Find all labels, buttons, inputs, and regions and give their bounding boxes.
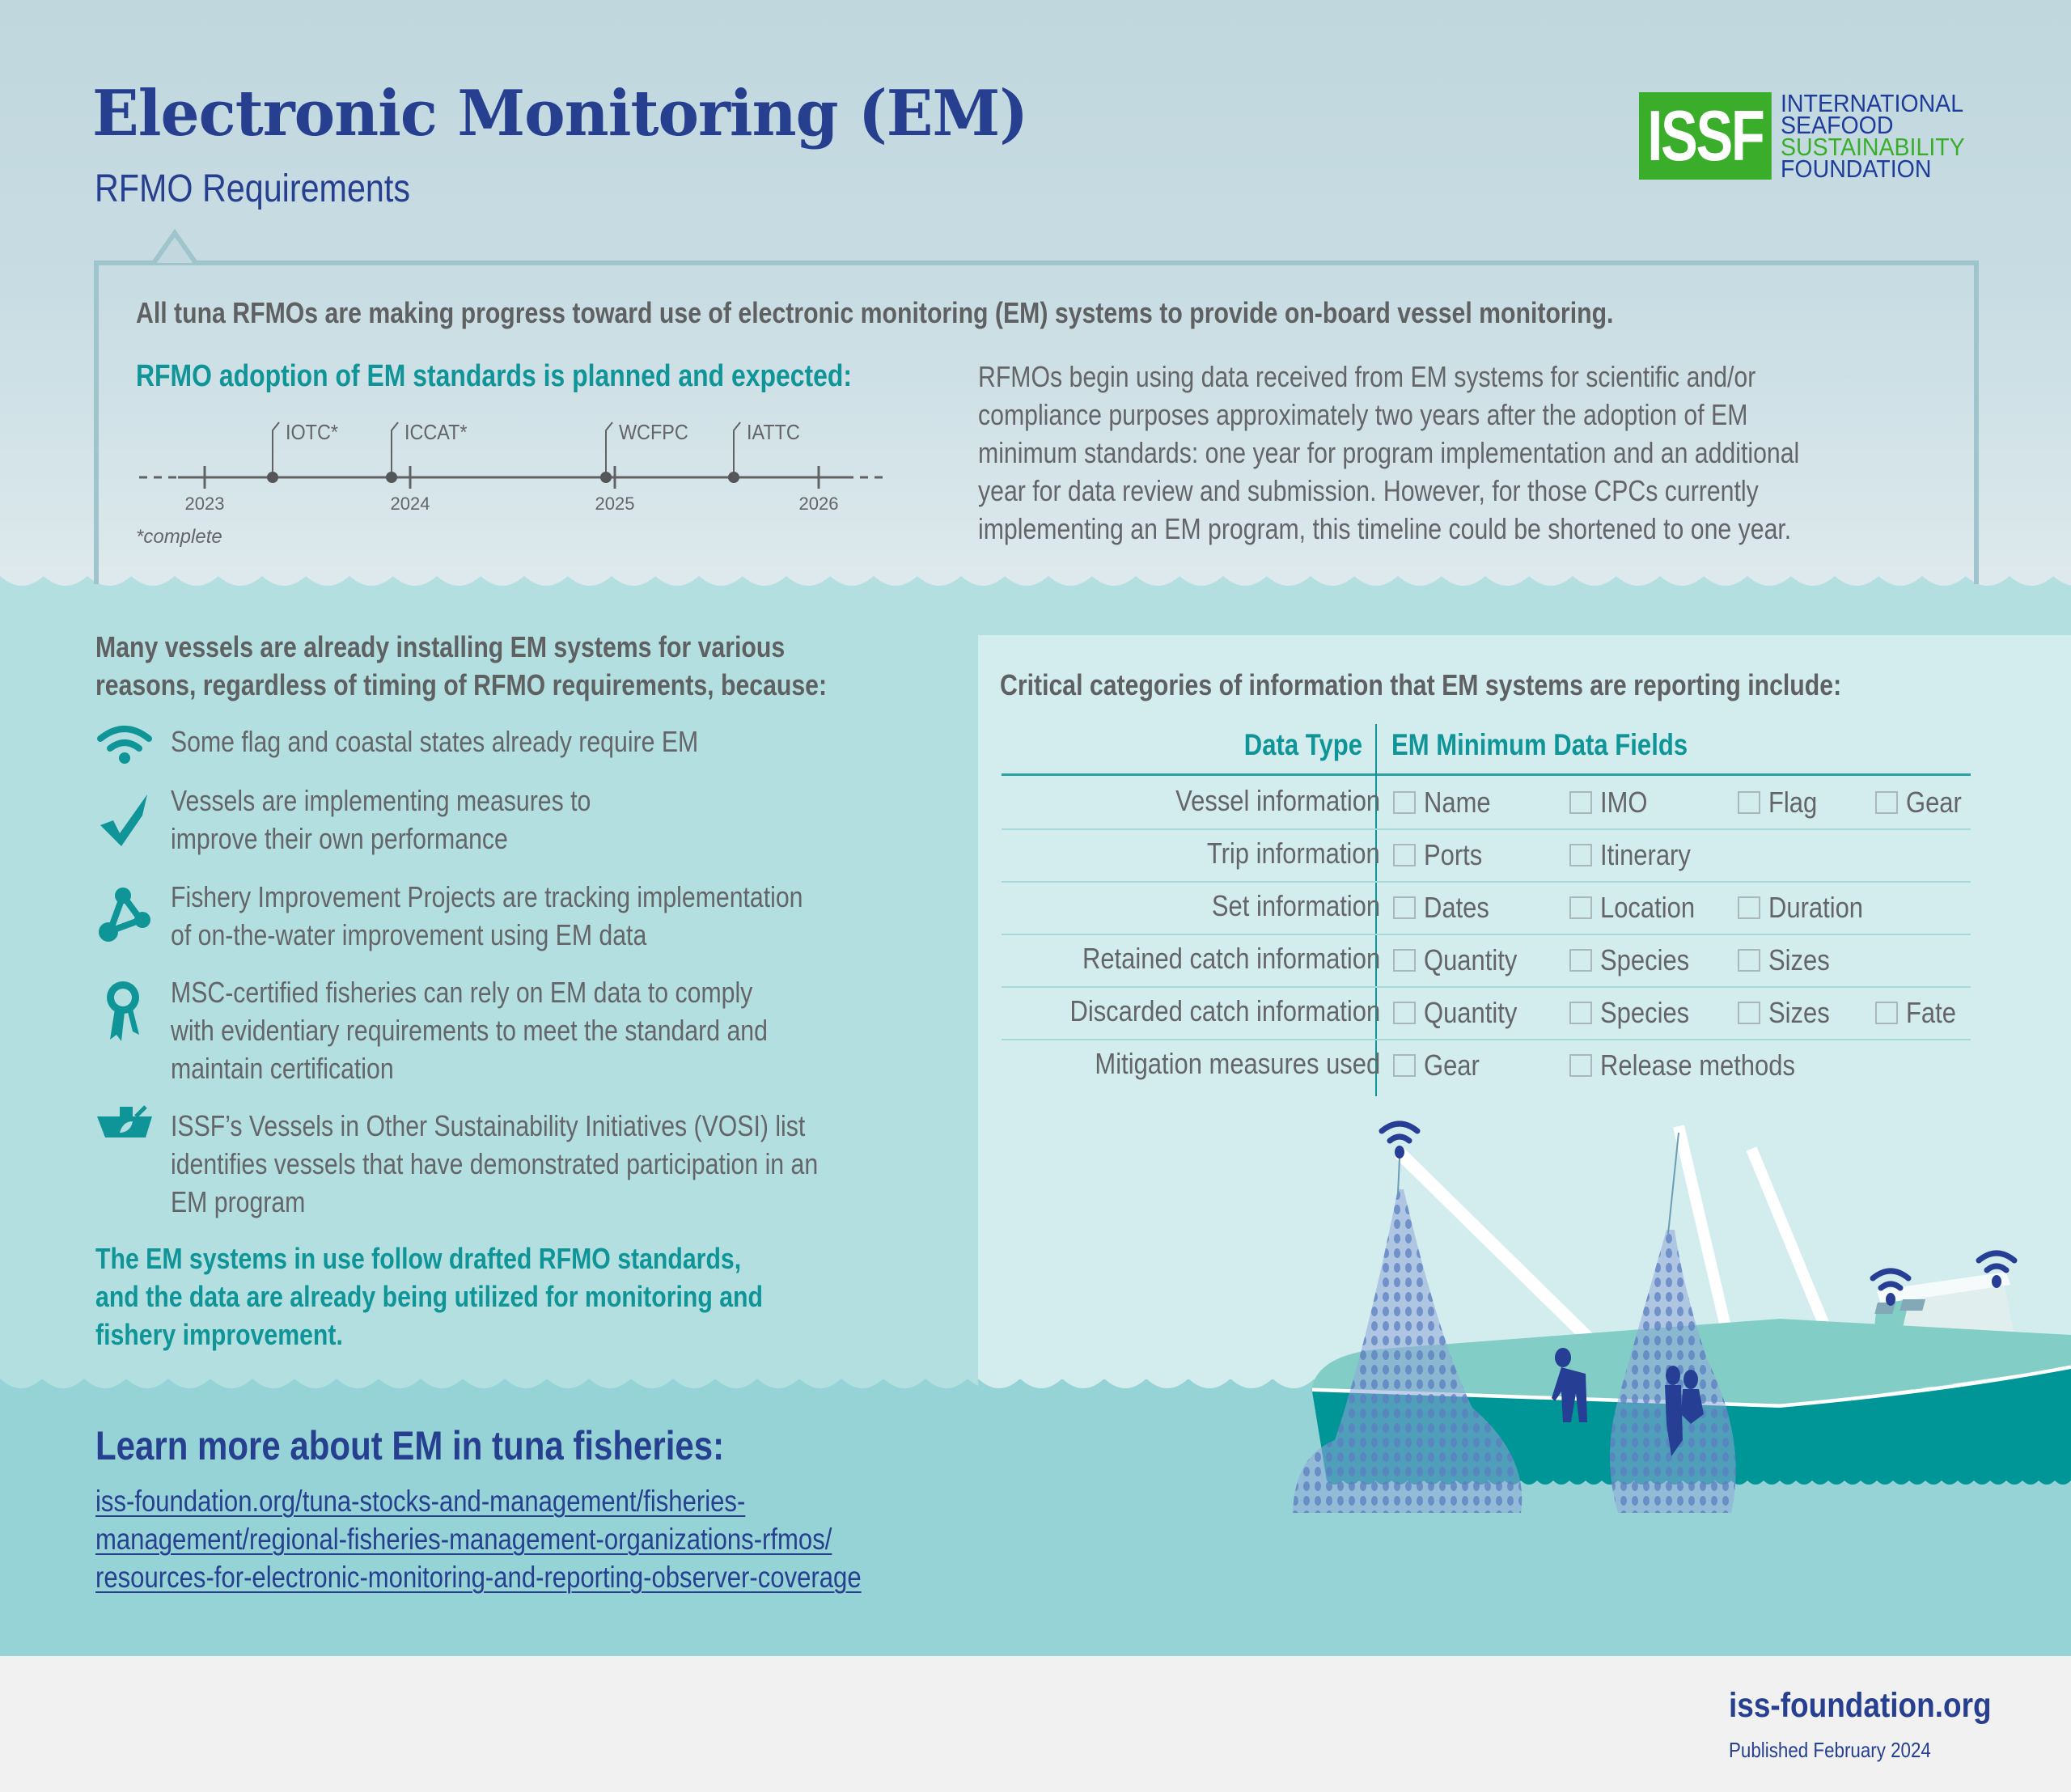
checkbox-field[interactable]: Name (1393, 786, 1501, 820)
reasons-heading-line: reasons, regardless of timing of RFMO requirements, because: (95, 668, 828, 701)
footer-website-link[interactable]: iss-foundation.org (1729, 1686, 1992, 1725)
reason-item-msc-certified (95, 973, 953, 1088)
network-nodes-icon (95, 886, 154, 943)
logo-line-4: FOUNDATION (1781, 155, 1932, 183)
timeline-event-wcfpc: WCFPC (619, 421, 688, 445)
paragraph-line: implementing an EM program, this timeline could be shortened to one year. (978, 512, 1792, 545)
reason-text: of on-the-water improvement using EM data (171, 918, 647, 951)
logo-line-1: INTERNATIONAL (1781, 89, 1964, 117)
timeline-footnote: *complete (136, 526, 222, 548)
checkbox[interactable] (1393, 844, 1416, 866)
logo-mark: ISSF (1639, 92, 1772, 180)
rfmo-adoption-timeline (129, 405, 906, 566)
checkbox-field[interactable]: Species (1569, 996, 1704, 1030)
checkbox[interactable] (1738, 791, 1760, 814)
reason-text: Fishery Improvement Projects are tracking implementation (171, 880, 803, 913)
checkbox[interactable] (1569, 949, 1592, 972)
table-row-set (1002, 881, 1971, 935)
column-header-data-type: Data Type (1243, 728, 1362, 761)
checkbox[interactable] (1393, 791, 1416, 814)
paragraph-line: RFMOs begin using data received from EM systems for scientific and/or (978, 360, 1756, 393)
svg-text:2025: 2025 (595, 494, 635, 514)
reasons-heading (95, 628, 966, 704)
callout-notch (144, 228, 209, 267)
checkbox-field[interactable]: Flag (1738, 786, 1825, 820)
checkbox[interactable] (1569, 1054, 1592, 1077)
reasons-heading-line: Many vessels are already installing EM systems for various (95, 630, 786, 663)
checkbox-field[interactable]: Fate (1875, 996, 1964, 1030)
checkbox[interactable] (1393, 1054, 1416, 1077)
svg-text:2026: 2026 (798, 494, 839, 514)
table-row-discarded-catch (1002, 986, 1971, 1040)
checkbox-field[interactable]: Sizes (1738, 996, 1840, 1030)
timeline-event-iattc: IATTC (747, 421, 800, 445)
link-line[interactable]: management/regional-fisheries-management-organizations-rfmos/ (95, 1523, 832, 1556)
checkbox-field[interactable]: Gear (1875, 786, 1971, 820)
checkbox[interactable] (1738, 1002, 1760, 1024)
checkbox[interactable] (1393, 949, 1416, 972)
reason-text: Some flag and coastal states already require EM (171, 725, 699, 758)
reason-text: identifies vessels that have demonstrated participation in an (171, 1147, 819, 1180)
paragraph-line: year for data review and submission. However, for those CPCs currently (978, 474, 1759, 507)
logo-line-2: SEAFOOD (1781, 111, 1894, 139)
table-row-vessel (1002, 776, 1971, 830)
checkbox[interactable] (1569, 896, 1592, 919)
checkbox[interactable] (1393, 896, 1416, 919)
checkbox[interactable] (1875, 1002, 1898, 1024)
checkbox[interactable] (1569, 844, 1592, 866)
intro-statement: All tuna RFMOs are making progress toward use of electronic monitoring (EM) systems to provide on-board vessel monitoring. (136, 296, 1614, 329)
rfmo-data-use-paragraph (978, 358, 2030, 548)
column-header-min-fields: EM Minimum Data Fields (1391, 728, 1688, 761)
timeline-heading: RFMO adoption of EM standards is planned and expected: (136, 359, 852, 393)
table-row-trip (1002, 828, 1971, 883)
table-row-retained-catch (1002, 934, 1971, 988)
checkbox-field[interactable]: Ports (1393, 838, 1492, 872)
link-line[interactable]: iss-foundation.org/tuna-stocks-and-management/fisheries- (95, 1485, 746, 1518)
checkbox[interactable] (1569, 791, 1592, 814)
closing-line: The EM systems in use follow drafted RFMO standards, (95, 1242, 742, 1275)
checkbox-field[interactable]: Location (1569, 891, 1710, 925)
data-table-heading: Critical categories of information that EM systems are reporting include: (1000, 668, 1842, 701)
checkbox-field[interactable]: Release methods (1569, 1049, 1827, 1082)
reason-item-vessel-performance (95, 782, 953, 859)
row-label: Discarded catch information (1069, 994, 1380, 1027)
reason-text: with evidentiary requirements to meet the standard and (171, 1014, 768, 1047)
issf-logo[interactable] (1639, 89, 1979, 183)
checkbox-field[interactable]: Duration (1738, 891, 1878, 925)
checkbox[interactable] (1393, 1002, 1416, 1024)
svg-text:2023: 2023 (184, 494, 225, 514)
reason-text: EM program (171, 1185, 306, 1218)
learn-more-heading: Learn more about EM in tuna fisheries: (95, 1423, 725, 1468)
logo-line-3: SUSTAINABILITY (1781, 133, 1965, 161)
closing-line: fishery improvement. (95, 1318, 343, 1351)
timeline-event-iotc: IOTC* (286, 421, 338, 445)
row-label: Vessel information (1175, 784, 1380, 817)
checkbox[interactable] (1738, 949, 1760, 972)
checkbox[interactable] (1569, 1002, 1592, 1024)
eco-ship-icon (95, 1104, 154, 1144)
checkbox-field[interactable]: Itinerary (1569, 838, 1705, 872)
closing-line: and the data are already being utilized for monitoring and (95, 1280, 763, 1313)
fishing-vessel-illustration (1278, 1100, 2071, 1521)
link-line[interactable]: resources-for-electronic-monitoring-and-reporting-observer-coverage (95, 1561, 862, 1594)
published-date: Published February 2024 (1729, 1738, 1931, 1762)
row-label: Trip information (1207, 837, 1380, 870)
page-title: Electronic Monitoring (EM) (92, 77, 1028, 150)
checkmark-icon (95, 791, 154, 848)
reason-text: MSC-certified fisheries can rely on EM data to comply (171, 976, 753, 1009)
reason-text: maintain certification (171, 1052, 394, 1085)
resources-link[interactable] (95, 1482, 1007, 1596)
checkbox[interactable] (1738, 896, 1760, 919)
award-ribbon-icon (95, 978, 154, 1043)
reason-item-flag-states (95, 722, 953, 763)
row-label: Retained catch information (1082, 942, 1380, 975)
checkbox-field[interactable]: Quantity (1393, 943, 1532, 977)
table-row-mitigation (1002, 1039, 1971, 1091)
reason-text: improve their own performance (171, 822, 508, 855)
svg-text:2024: 2024 (390, 494, 430, 514)
reason-item-vosi-list (95, 1107, 953, 1222)
checkbox-field[interactable]: Sizes (1738, 943, 1840, 977)
wifi-icon (95, 722, 154, 771)
row-label: Set information (1211, 889, 1380, 922)
checkbox-field[interactable]: Dates (1393, 891, 1500, 925)
page-subtitle: RFMO Requirements (95, 167, 410, 210)
paragraph-line: minimum standards: one year for program implementation and an additional (978, 436, 1800, 469)
reason-text: ISSF’s Vessels in Other Sustainability Initiatives (VOSI) list (171, 1109, 806, 1142)
checkbox[interactable] (1875, 791, 1898, 814)
reason-item-fishery-improvement (95, 878, 953, 955)
timeline-event-iccat: ICCAT* (404, 421, 468, 445)
row-label: Mitigation measures used (1095, 1047, 1380, 1080)
checkbox-field[interactable]: Species (1569, 943, 1704, 977)
checkbox-field[interactable]: IMO (1569, 786, 1655, 820)
closing-statement (95, 1239, 890, 1354)
checkbox-field[interactable]: Quantity (1393, 996, 1532, 1030)
paragraph-line: compliance purposes approximately two years after the adoption of EM (978, 398, 1748, 431)
checkbox-field[interactable]: Gear (1393, 1049, 1489, 1082)
reason-text: Vessels are implementing measures to (171, 784, 591, 817)
